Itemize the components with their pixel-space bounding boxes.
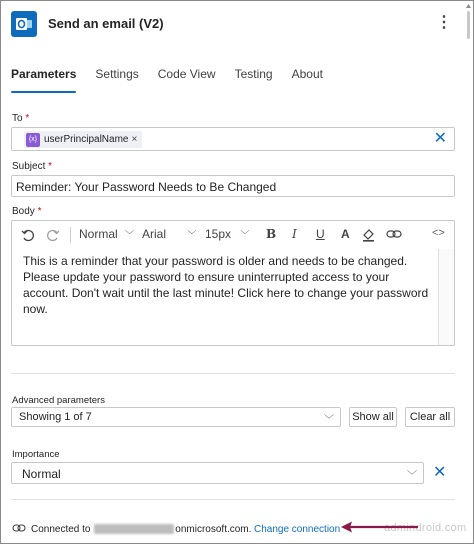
size-dropdown[interactable] bbox=[205, 227, 249, 241]
body-label bbox=[12, 206, 41, 217]
chevron-down-icon: ﹀ bbox=[407, 471, 417, 482]
to-field[interactable] bbox=[11, 127, 455, 151]
show-all-button[interactable]: Show all bbox=[349, 407, 397, 427]
font-color-icon[interactable]: A bbox=[341, 227, 350, 241]
tab-about[interactable]: About bbox=[291, 67, 323, 81]
action-title: Send an email (V2) bbox=[48, 16, 164, 31]
remove-importance-icon[interactable]: ✕ bbox=[433, 464, 447, 481]
connection-icon bbox=[12, 522, 26, 534]
undo-icon[interactable] bbox=[21, 228, 35, 242]
card-header bbox=[1, 1, 473, 47]
tab-parameters[interactable]: Parameters bbox=[11, 67, 76, 93]
redacted-email bbox=[94, 524, 174, 534]
underline-icon[interactable]: U bbox=[316, 227, 325, 241]
dynamic-content-token[interactable] bbox=[24, 131, 142, 148]
token-remove-icon[interactable]: × bbox=[131, 134, 138, 145]
scrollbar-icon[interactable] bbox=[464, 1, 473, 41]
size-value: 15px bbox=[205, 227, 232, 241]
required-marker: * bbox=[37, 206, 42, 217]
tab-settings[interactable]: Settings bbox=[95, 67, 139, 81]
subject-label-text: Subject bbox=[12, 161, 46, 172]
font-value: Arial bbox=[142, 227, 167, 241]
advanced-selected-value: Showing 1 of 7 bbox=[19, 411, 92, 423]
connected-prefix: Connected to bbox=[31, 524, 91, 535]
toolbar-divider bbox=[70, 227, 71, 243]
more-vertical-icon[interactable]: ⋮ bbox=[436, 14, 452, 31]
highlight-icon[interactable] bbox=[361, 227, 376, 242]
change-connection-link[interactable]: Change connection bbox=[254, 524, 341, 535]
expression-icon: {x} bbox=[26, 133, 40, 147]
importance-value: Normal bbox=[22, 467, 61, 481]
clear-all-button[interactable]: Clear all bbox=[405, 407, 455, 427]
importance-label: Importance bbox=[12, 449, 60, 460]
editor-scrollbar[interactable] bbox=[438, 249, 454, 345]
body-text[interactable]: This is a reminder that your password is older and needs to be changed. Please update your password to ensure uninterrupted access to your account. Don't wait until the last minute! Click here to change your password now. bbox=[23, 254, 429, 316]
body-label-text: Body bbox=[12, 206, 35, 217]
to-label bbox=[12, 113, 29, 124]
style-dropdown[interactable] bbox=[79, 227, 134, 241]
style-value: Normal bbox=[79, 227, 118, 241]
tab-testing[interactable]: Testing bbox=[234, 67, 273, 81]
connection-status bbox=[31, 524, 251, 535]
clear-to-icon[interactable]: ✕ bbox=[433, 130, 447, 147]
annotation-arrow-icon bbox=[340, 519, 420, 535]
redo-icon[interactable] bbox=[46, 228, 60, 242]
body-editor[interactable] bbox=[11, 220, 455, 346]
connected-domain: onmicrosoft.com. bbox=[175, 524, 252, 535]
footer-divider bbox=[11, 499, 455, 500]
bold-icon[interactable]: B bbox=[266, 227, 277, 241]
section-divider bbox=[11, 373, 455, 374]
tab-bar bbox=[11, 67, 342, 93]
italic-icon[interactable]: I bbox=[292, 227, 297, 241]
chevron-down-icon: ﹀ bbox=[125, 230, 135, 240]
chevron-down-icon: ﹀ bbox=[324, 415, 334, 426]
importance-select[interactable] bbox=[11, 462, 424, 484]
font-dropdown[interactable] bbox=[142, 227, 196, 241]
link-icon[interactable] bbox=[386, 229, 402, 239]
watermark: admindroid.com bbox=[384, 522, 467, 534]
advanced-parameters-select[interactable] bbox=[11, 407, 341, 427]
tab-code-view[interactable]: Code View bbox=[157, 67, 216, 81]
to-label-text: To bbox=[12, 113, 23, 124]
advanced-label: Advanced parameters bbox=[12, 395, 105, 406]
chevron-down-icon: ﹀ bbox=[187, 230, 197, 240]
editor-toolbar bbox=[12, 221, 454, 249]
code-view-icon[interactable]: <> bbox=[432, 227, 445, 239]
required-marker: * bbox=[25, 113, 30, 124]
outlook-icon bbox=[11, 11, 37, 37]
chevron-down-icon: ﹀ bbox=[240, 230, 250, 240]
subject-input[interactable]: Reminder: Your Password Needs to Be Changed bbox=[11, 175, 455, 197]
subject-label bbox=[12, 161, 52, 172]
required-marker: * bbox=[48, 161, 53, 172]
token-label: userPrincipalName bbox=[44, 134, 129, 145]
